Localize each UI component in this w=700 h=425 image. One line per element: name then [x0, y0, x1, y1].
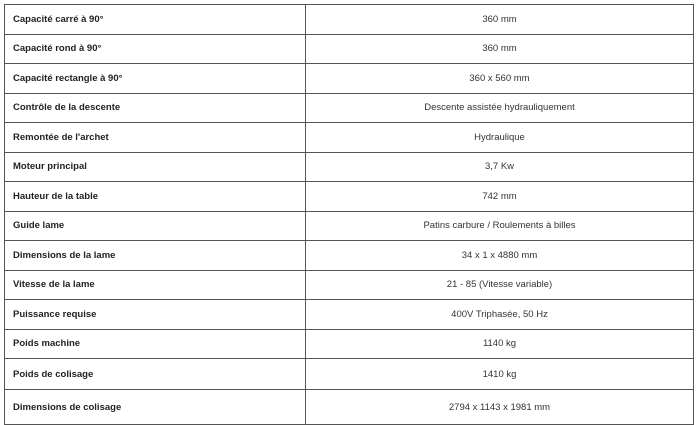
spec-value: 1410 kg — [306, 359, 694, 390]
spec-label: Poids machine — [5, 329, 306, 359]
spec-value: 1140 kg — [306, 329, 694, 359]
table-row — [5, 182, 694, 212]
spec-label: Moteur principal — [5, 152, 306, 182]
spec-value: 360 mm — [306, 5, 694, 35]
spec-label: Capacité rectangle à 90° — [5, 64, 306, 94]
spec-label: Poids de colisage — [5, 359, 306, 390]
table-row — [5, 64, 694, 94]
table-row — [5, 34, 694, 64]
spec-label: Dimensions de la lame — [5, 241, 306, 271]
spec-label: Capacité rond à 90° — [5, 34, 306, 64]
spec-label: Dimensions de colisage — [5, 390, 306, 425]
table-row — [5, 359, 694, 390]
table-row — [5, 241, 694, 271]
spec-value: Descente assistée hydrauliquement — [306, 93, 694, 123]
table-row — [5, 152, 694, 182]
spec-label: Remontée de l'archet — [5, 123, 306, 153]
table-row — [5, 123, 694, 153]
table-row — [5, 5, 694, 35]
spec-label: Contrôle de la descente — [5, 93, 306, 123]
spec-label: Capacité carré à 90° — [5, 5, 306, 35]
spec-value: Patins carbure / Roulements à billes — [306, 211, 694, 241]
table-row — [5, 390, 694, 425]
spec-value: 360 mm — [306, 34, 694, 64]
spec-label: Vitesse de la lame — [5, 270, 306, 300]
spec-value: 742 mm — [306, 182, 694, 212]
specifications-table — [4, 4, 694, 425]
spec-value: 21 - 85 (Vitesse variable) — [306, 270, 694, 300]
spec-label: Guide lame — [5, 211, 306, 241]
spec-value: Hydraulique — [306, 123, 694, 153]
spec-label: Hauteur de la table — [5, 182, 306, 212]
spec-value: 34 x 1 x 4880 mm — [306, 241, 694, 271]
table-row — [5, 329, 694, 359]
spec-value: 3,7 Kw — [306, 152, 694, 182]
table-row — [5, 270, 694, 300]
spec-value: 400V Triphasée, 50 Hz — [306, 300, 694, 330]
table-row — [5, 300, 694, 330]
table-row — [5, 93, 694, 123]
table-row — [5, 211, 694, 241]
spec-value: 360 x 560 mm — [306, 64, 694, 94]
spec-label: Puissance requise — [5, 300, 306, 330]
spec-value: 2794 x 1143 x 1981 mm — [306, 390, 694, 425]
